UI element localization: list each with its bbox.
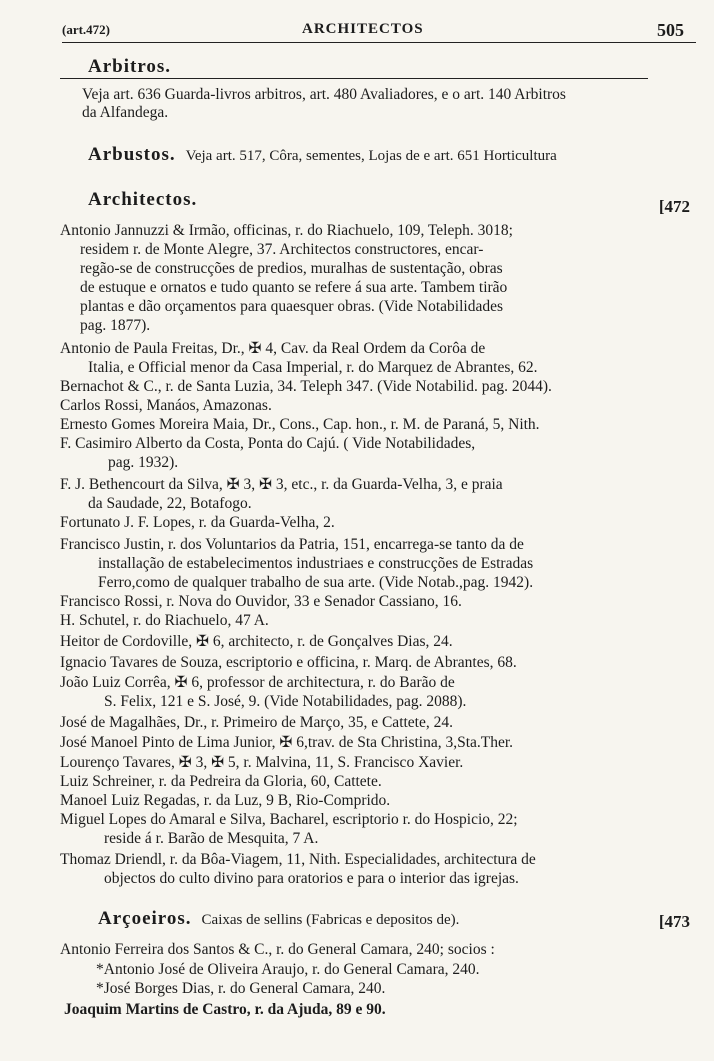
section-arcoeiros bbox=[60, 908, 692, 936]
entry-line: Ignacio Tavares de Souza, escriptorio e officina, r. Marq. de Abrantes, 68. bbox=[60, 654, 517, 671]
entry-line: Luiz Schreiner, r. da Pedreira da Gloria, 60, Cattete. bbox=[60, 773, 382, 790]
entry-line: Ferro,como de qualquer trabalho de sua arte. (Vide Notab.,pag. 1942). bbox=[98, 574, 534, 591]
section-number: [472 bbox=[658, 197, 690, 216]
entry-line: Italia, e Official menor da Casa Imperial, r. do Marquez de Abrantes, 62. bbox=[88, 359, 538, 376]
entry-line: Antonio Jannuzzi & Irmão, officinas, r. do Riachuelo, 109, Teleph. 3018; bbox=[60, 222, 513, 239]
entry-line: plantas e dão orçamentos para quaesquer obras. (Vide Notabilidades bbox=[80, 298, 504, 315]
page-number: 505 bbox=[657, 20, 684, 40]
entry-line: pag. 1932). bbox=[108, 454, 179, 471]
entry-line: *Antonio José de Oliveira Araujo, r. do General Camara, 240. bbox=[96, 961, 480, 978]
entry-line: Thomaz Driendl, r. da Bôa-Viagem, 11, Nith. Especialidades, architectura de bbox=[60, 851, 536, 868]
entry-line: Francisco Rossi, r. Nova do Ouvidor, 33 e Senador Cassiano, 16. bbox=[60, 593, 462, 610]
entry-line: regão-se de construcções de predios, muralhas de sustentação, obras bbox=[80, 260, 503, 277]
entry-line: S. Felix, 121 e S. José, 9. (Vide Notabilidades, pag. 2088). bbox=[104, 693, 467, 710]
entry-line: Manoel Luiz Regadas, r. da Luz, 9 B, Rio-Comprido. bbox=[60, 792, 391, 809]
section-description: Caixas de sellins (Fabricas e depositos de). bbox=[201, 912, 460, 928]
entry-line: pag. 1877). bbox=[80, 317, 151, 334]
section-title: Architectos. bbox=[88, 189, 198, 210]
section-description: Veja art. 517, Côra, sementes, Lojas de e art. 651 Horticultura bbox=[185, 148, 557, 164]
entry-line: Antonio Ferreira dos Santos & C., r. do General Camara, 240; socios : bbox=[60, 941, 495, 958]
entry-line: da Saudade, 22, Botafogo. bbox=[88, 495, 252, 512]
header-article-ref: (art.472) bbox=[62, 22, 111, 37]
section-title: Arçoeiros. bbox=[98, 908, 192, 929]
entry-line: Francisco Justin, r. dos Voluntarios da Patria, 151, encarrega-se tanto da de bbox=[60, 536, 524, 553]
entry-line: Joaquim Martins de Castro, r. da Ajuda, 89 e 90. bbox=[64, 1001, 386, 1018]
entry-line: de estuque e ornatos e tudo quanto se refere á sua arte. Tambem tirão bbox=[80, 279, 508, 296]
entry-line: residem r. de Monte Alegre, 37. Architectos constructores, encar- bbox=[80, 241, 484, 258]
entry-line: Fortunato J. F. Lopes, r. da Guarda-Velha, 2. bbox=[60, 514, 335, 531]
section-title: Arbitros. bbox=[60, 56, 648, 79]
entry-line: Antonio de Paula Freitas, Dr., ✠ 4, Cav. da Real Ordem da Corôa de bbox=[60, 340, 486, 357]
entry-line: F. J. Bethencourt da Silva, ✠ 3, ✠ 3, etc., r. da Guarda-Velha, 3, e praia bbox=[60, 476, 503, 493]
entry-line: H. Schutel, r. do Riachuelo, 47 A. bbox=[60, 612, 269, 629]
entry-line: José Manoel Pinto de Lima Junior, ✠ 6,trav. de Sta Christina, 3,Sta.Ther. bbox=[60, 734, 514, 751]
entry-line: installação de estabelecimentos industriaes e construcções de Estradas bbox=[98, 555, 534, 572]
entry-line: José de Magalhães, Dr., r. Primeiro de Março, 35, e Cattete, 24. bbox=[60, 714, 453, 731]
section-arbustos bbox=[60, 144, 692, 168]
entry-line: Veja art. 636 Guarda-livros arbitros, art. 480 Avaliadores, e o art. 140 Arbitros bbox=[82, 86, 566, 103]
section-arbitros bbox=[60, 56, 692, 121]
entry-line: Carlos Rossi, Manáos, Amazonas. bbox=[60, 397, 272, 414]
entry-line: Miguel Lopes do Amaral e Silva, Bacharel, escriptorio r. do Hospicio, 22; bbox=[60, 811, 518, 828]
entry-line: João Luiz Corrêa, ✠ 6, professor de architectura, r. do Barão de bbox=[60, 674, 455, 691]
entry-line: da Alfandega. bbox=[82, 104, 169, 121]
header-title: ARCHITECTOS bbox=[302, 21, 424, 37]
entry-line: F. Casimiro Alberto da Costa, Ponta do Cajú. ( Vide Notabilidades, bbox=[60, 435, 476, 452]
entry-line: Bernachot & C., r. de Santa Luzia, 34. Teleph 347. (Vide Notabilid. pag. 2044). bbox=[60, 378, 552, 395]
section-title: Arbustos. bbox=[88, 144, 176, 165]
page-header bbox=[62, 20, 696, 43]
entry-line: objectos do culto divino para oratorios e para o interior das igrejas. bbox=[104, 870, 519, 887]
section-number: [473 bbox=[658, 912, 690, 931]
entry-line: Heitor de Cordoville, ✠ 6, architecto, r. de Gonçalves Dias, 24. bbox=[60, 633, 453, 650]
entry-line: reside á r. Barão de Mesquita, 7 A. bbox=[104, 830, 319, 847]
entry-line: Ernesto Gomes Moreira Maia, Dr., Cons., Cap. hon., r. M. de Paraná, 5, Nith. bbox=[60, 416, 540, 433]
entry-line: Lourenço Tavares, ✠ 3, ✠ 5, r. Malvina, 11, S. Francisco Xavier. bbox=[60, 754, 464, 771]
entry-line: *José Borges Dias, r. do General Camara, 240. bbox=[96, 980, 386, 997]
